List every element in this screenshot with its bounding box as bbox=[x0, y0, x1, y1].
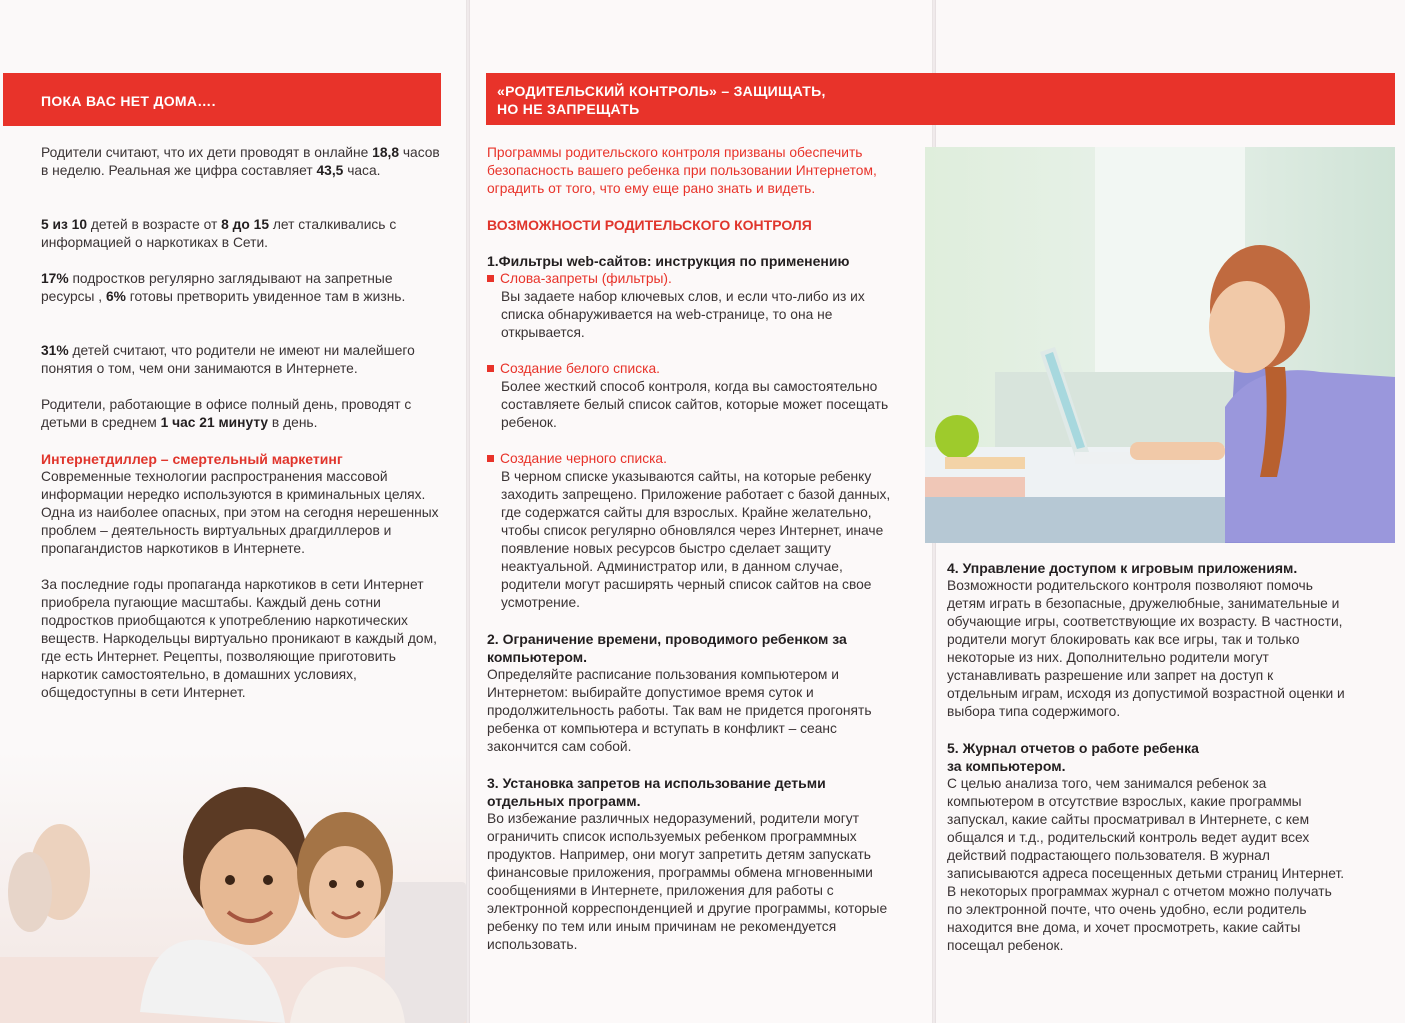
panel2-header-line2: НО НЕ ЗАПРЕЩАТЬ bbox=[497, 101, 640, 117]
item3-text: Во избежание различных недоразумений, родители могут ограничить список используемых ребенком программных продуктов. Например, они могут запретить детям запускать финансовые приложения, программы обмена мгновенными сообщениями в Интернете, приложения для работы с электронной корреспонденцией и другие программы, которые ребенку по тем или иным причинам не рекомендуется использовать. bbox=[487, 811, 888, 952]
header-bar-right bbox=[486, 73, 1395, 125]
panel1-header: ПОКА ВАС НЕТ ДОМА…. bbox=[41, 93, 216, 109]
panel2-header-line1: «РОДИТЕЛЬСКИЙ КОНТРОЛЬ» – ЗАЩИЩАТЬ, bbox=[497, 83, 826, 99]
girl-laptop-photo bbox=[925, 147, 1395, 543]
item2-title: 2. Ограничение времени, проводимого ребенком за компьютером. bbox=[487, 631, 847, 665]
subheading-dealer: Интернетдиллер – смертельный маркетинг bbox=[41, 451, 343, 467]
item2-text: Определяйте расписание пользования компьютером и Интернетом: выбирайте допустимое время суток и продолжительность работы. Так вам не придется прогонять ребенка от компьютера и вступать в конфликт – сеанс закончится сам собой. bbox=[487, 667, 872, 754]
stat-paragraph-5: Родители, работающие в офисе полный день, проводят с детьми в среднем 1 час 21 минуту в день. bbox=[41, 397, 412, 430]
bullet-whitelist: Создание белого списка. Более жесткий способ контроля, когда вы самостоятельно составляете белый список сайтов, которые может посещать ребенок. bbox=[487, 360, 901, 432]
bullet-square-icon bbox=[487, 275, 494, 282]
bullet-square-icon bbox=[487, 455, 494, 462]
item4-title: 4. Управление доступом к игровым приложениям. bbox=[947, 560, 1298, 576]
item4-text: Возможности родительского контроля позволяют помочь детям играть в безопасные, дружелюбные, занимательные и обучающие игры, соответствующие их возрасту. В частности, родители могут блокировать как все игры, так и только некоторые из них. Дополнительно родители могут устанавливать разрешение или запрет на доступ к отдельным играм, исходя из допустимой возрастной оценки и выбора типа содержимого. bbox=[947, 578, 1345, 719]
bullet-filters: Слова-запреты (фильтры). Вы задаете набор ключевых слов, и если что-либо из их списка обнаруживается на web-странице, то она не открывается. bbox=[487, 270, 901, 342]
stat-paragraph-3: 17% подростков регулярно заглядывают на запретные ресурсы , 6% готовы претворить увиденное там в жизнь. bbox=[41, 271, 406, 304]
bullet-blacklist: Создание черного списка. В черном списке указываются сайты, на которые ребенку заходить запрещено. Приложение работает с базой данных, где содержатся сайты для взрослых. Крайне желательно, чтобы список регулярно обновлялся через Интернет, иначе появление новых ресурсов быстро сделает защиту неактуальной. Администратор или, в данном случае, родители могут расширять черный список сайтов на свое усмотрение. bbox=[487, 450, 901, 612]
bullet-square-icon bbox=[487, 365, 494, 372]
propaganda-paragraph: За последние годы пропаганда наркотиков в сети Интернет приобрела пугающие масштабы. Каждый день сотни подростков приобщаются к употреблению наркотических веществ. Наркодельцы виртуально проникают в каждый дом, где есть Интернет. Рецепты, позволяющие приготовить наркотик самостоятельно, в домашних условиях, общедоступны в сети Интернет. bbox=[41, 577, 437, 700]
fold-line-1 bbox=[466, 0, 470, 1023]
stat-paragraph-4: 31% детей считают, что родители не имеют ни малейшего понятия о том, чем они занимаются в Интернете. bbox=[41, 343, 415, 376]
item1-title: 1.Фильтры web-сайтов: инструкция по применению bbox=[487, 253, 850, 269]
item3-title: 3. Установка запретов на использование детьми отдельных программ. bbox=[487, 775, 826, 809]
section-title: ВОЗМОЖНОСТИ РОДИТЕЛЬСКОГО КОНТРОЛЯ bbox=[487, 217, 812, 233]
children-photo bbox=[0, 752, 466, 1023]
stat-paragraph-2: 5 из 10 детей в возрасте от 8 до 15 лет сталкивались с информацией о наркотиках в Сети. bbox=[41, 217, 397, 250]
dealer-paragraph: Современные технологии распространения массовой информации нередко используются в криминальных целях. Одна из наиболее опасных, при этом на сегодня нерешенных проблем – деятельность виртуальных драгдиллеров и пропагандистов наркотиков в Интернете. bbox=[41, 469, 439, 556]
header-bar-left bbox=[3, 73, 441, 126]
intro-paragraph: Программы родительского контроля призваны обеспечить безопасность вашего ребенка при пользовании Интернетом, оградить от того, что ему еще рано знать и видеть. bbox=[487, 145, 877, 196]
item5-title: 5. Журнал отчетов о работе ребенка за компьютером. bbox=[947, 740, 1199, 774]
stat-paragraph-1: Родители считают, что их дети проводят в онлайне 18,8 часов в неделю. Реальная же цифра составляет 43,5 часа. bbox=[41, 145, 440, 178]
item5-text: С целью анализа того, чем занимался ребенок за компьютером в отсутствие взрослых, какие программы запускал, какие сайты просматривал в Интернете, с кем общался и т.д., родительский контроль ведет аудит всех действий подрастающего пользователя. В журнал записываются адреса посещенных детьми страниц Интернет. В некоторых программах журнал с отчетом можно получать по электронной почте, что очень удобно, если родитель находится вне дома, и хочет просмотреть, какие сайты посещал ребенок. bbox=[947, 776, 1345, 953]
